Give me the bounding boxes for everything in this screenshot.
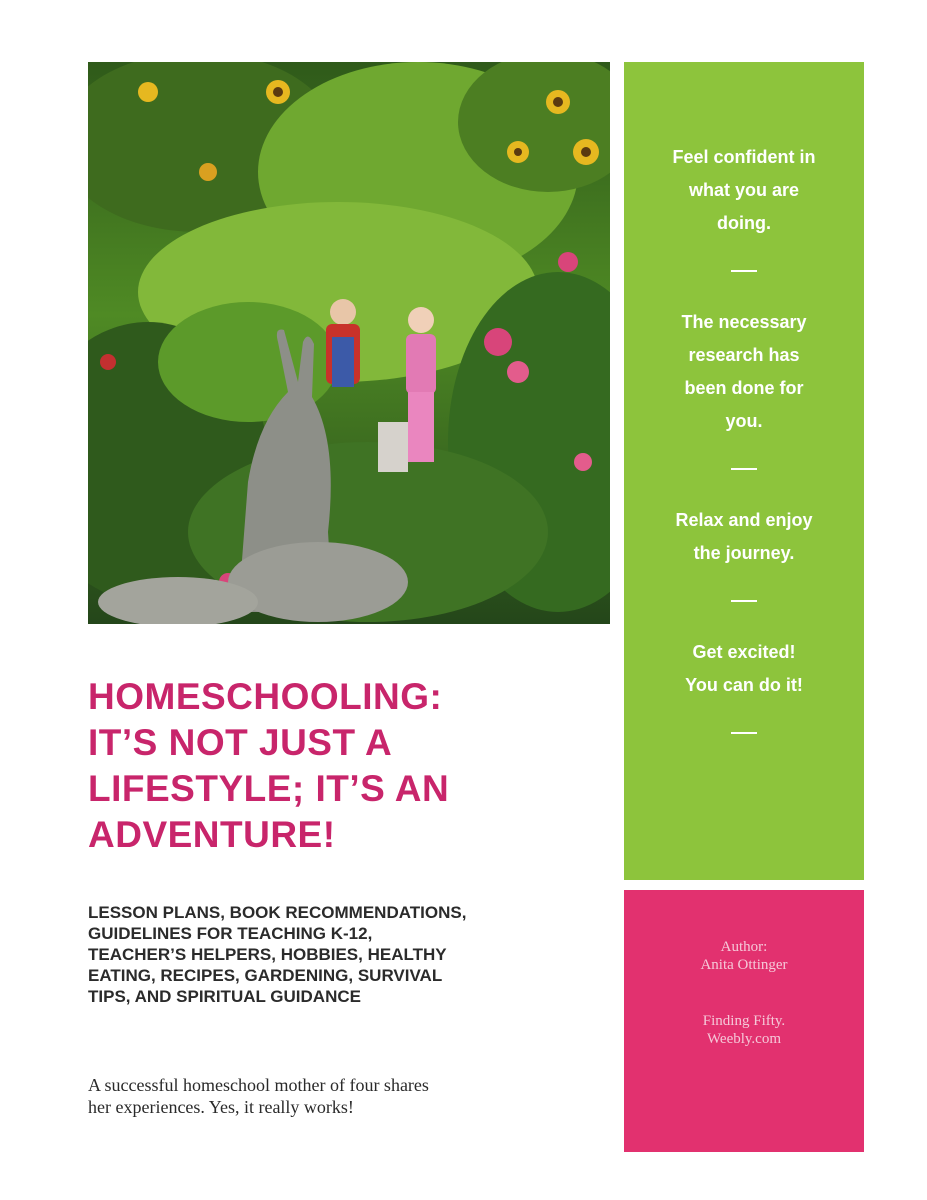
subtitle-line: TIPS, AND SPIRITUAL GUIDANCE	[88, 987, 361, 1006]
tagline-line: research has	[688, 345, 800, 365]
divider	[731, 270, 757, 272]
tagline-confident	[624, 141, 864, 240]
tagline-research	[624, 306, 864, 438]
tagline-line: Feel confident in	[672, 147, 816, 167]
title-line: LIFESTYLE; IT’S AN	[88, 768, 450, 809]
website-line: Weebly.com	[706, 1031, 782, 1047]
author-website	[624, 1012, 864, 1048]
garden-photo-illustration	[88, 62, 610, 624]
tagline-line: Relax and enjoy	[675, 510, 813, 530]
divider	[731, 732, 757, 734]
book-subtitle	[88, 902, 618, 1007]
divider	[731, 468, 757, 470]
cover-photo	[88, 62, 610, 624]
tagline-line: you.	[725, 411, 763, 431]
title-line: IT’S NOT JUST A	[88, 722, 393, 763]
tagline-line: Get excited!	[692, 642, 796, 662]
blurb-line: A successful homeschool mother of four shares	[88, 1075, 429, 1095]
subtitle-line: LESSON PLANS, BOOK RECOMMENDATIONS,	[88, 903, 467, 922]
tagline-line: You can do it!	[685, 675, 803, 695]
author-box	[624, 890, 864, 1152]
cover-blurb	[88, 1074, 618, 1118]
tagline-line: what you are	[688, 180, 800, 200]
website-line: Finding Fifty.	[702, 1013, 786, 1029]
tagline-relax	[624, 504, 864, 570]
tagline-line: been done for	[684, 378, 804, 398]
tagline-line: The necessary	[681, 312, 807, 332]
book-title	[88, 674, 608, 858]
tagline-line: the journey.	[693, 543, 795, 563]
author-label: Author:	[720, 939, 768, 955]
title-line: HOMESCHOOLING:	[88, 676, 443, 717]
divider	[731, 600, 757, 602]
tagline-line: doing.	[717, 213, 771, 233]
title-line: ADVENTURE!	[88, 814, 336, 855]
tagline-panel	[624, 62, 864, 880]
author-credit	[624, 938, 864, 974]
subtitle-line: TEACHER’S HELPERS, HOBBIES, HEALTHY	[88, 945, 447, 964]
subtitle-line: GUIDELINES FOR TEACHING K-12,	[88, 924, 373, 943]
blurb-line: her experiences. Yes, it really works!	[88, 1097, 354, 1117]
subtitle-line: EATING, RECIPES, GARDENING, SURVIVAL	[88, 966, 443, 985]
tagline-excited	[624, 636, 864, 702]
author-name: Anita Ottinger	[700, 957, 788, 973]
